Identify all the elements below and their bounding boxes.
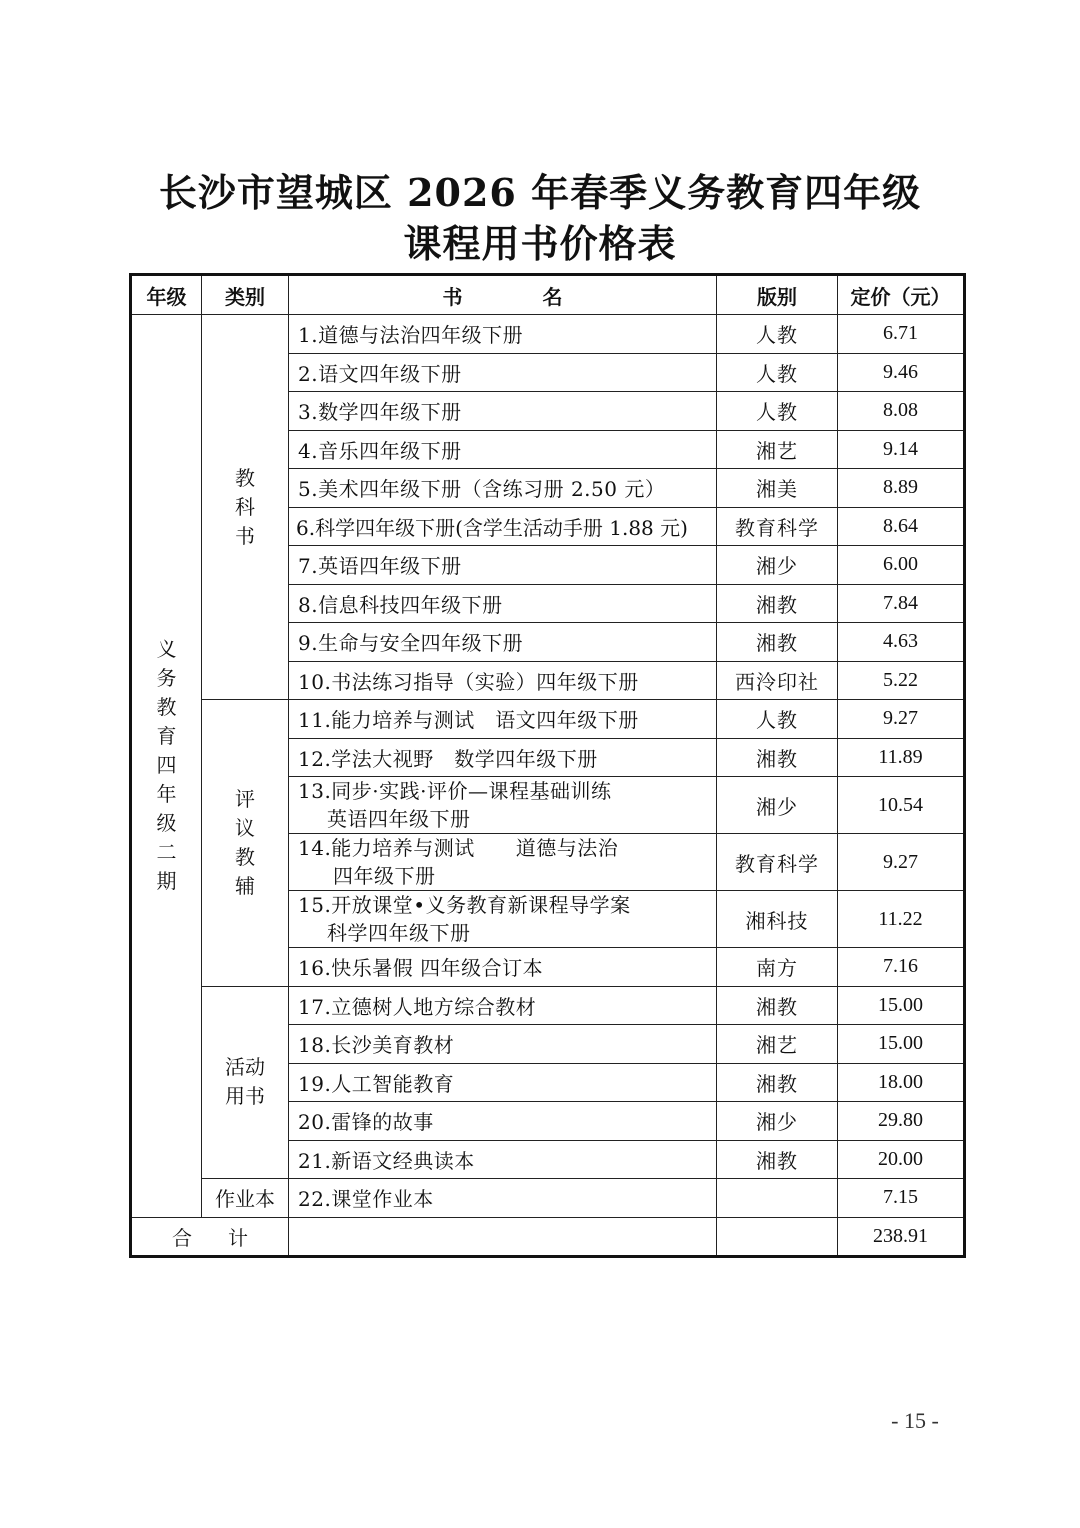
book-name: 20.雷锋的故事 [289,1102,717,1141]
book-name-line-2: 科学四年级下册 [327,921,471,945]
book-price: 9.46 [838,353,965,392]
book-publisher: 人教 [717,353,838,392]
book-publisher: 湘科技 [717,891,838,948]
book-price: 9.27 [838,700,965,739]
book-publisher: 湘少 [717,546,838,585]
book-publisher: 西泠印社 [717,661,838,700]
book-name: 21.新语文经典读本 [289,1140,717,1179]
book-publisher: 湘少 [717,1102,838,1141]
book-publisher: 湘教 [717,986,838,1025]
book-publisher: 湘美 [717,469,838,508]
book-name-line-2: 英语四年级下册 [327,807,471,831]
book-publisher: 湘教 [717,738,838,777]
header-category: 类别 [202,275,289,315]
grade-label: 义务教育四年级二期 [156,637,177,894]
book-price: 7.84 [838,584,965,623]
book-publisher: 教育科学 [717,834,838,891]
book-publisher: 湘教 [717,584,838,623]
book-name: 3.数学四年级下册 [289,392,717,431]
book-name: 8.信息科技四年级下册 [289,584,717,623]
book-publisher: 人教 [717,700,838,739]
book-price: 29.80 [838,1102,965,1141]
book-name-line-1: 14.能力培养与测试 道德与法治 [298,836,619,860]
book-price: 7.16 [838,948,965,987]
book-price: 7.15 [838,1179,965,1218]
table-row [131,1179,965,1218]
page-title-line-1: 长沙市望城区 2026 年春季义务教育四年级 [158,170,922,215]
book-name: 18.长沙美育教材 [289,1025,717,1064]
total-value: 238.91 [838,1217,965,1257]
book-name-line-1: 15.开放课堂•义务教育新课程导学案 [298,893,631,917]
book-name-line-2: 四年级下册 [333,864,436,888]
book-name: 1.道德与法治四年级下册 [289,315,717,354]
book-name: 11.能力培养与测试 语文四年级下册 [289,700,717,739]
book-name: 12.学法大视野 数学四年级下册 [289,738,717,777]
book-name: 19.人工智能教育 [289,1063,717,1102]
book-publisher: 南方 [717,948,838,987]
book-name: 10.书法练习指导（实验）四年级下册 [289,661,717,700]
book-publisher: 湘艺 [717,1025,838,1064]
book-name: 6.科学四年级下册(含学生活动手册 1.88 元) [289,507,717,546]
book-price: 18.00 [838,1063,965,1102]
book-name: 17.立德树人地方综合教材 [289,986,717,1025]
book-price: 11.89 [838,738,965,777]
book-publisher: 湘教 [717,623,838,662]
book-price: 6.71 [838,315,965,354]
table-row [131,986,965,1025]
book-publisher [717,1179,838,1218]
book-publisher: 湘少 [717,777,838,834]
book-price: 8.89 [838,469,965,508]
book-publisher: 人教 [717,315,838,354]
table-header-row [131,275,965,315]
header-price: 定价（元） [838,275,965,315]
book-name: 5.美术四年级下册（含练习册 2.50 元） [289,469,717,508]
book-name [289,891,717,948]
book-price: 9.14 [838,430,965,469]
book-publisher: 人教 [717,392,838,431]
book-publisher: 湘艺 [717,430,838,469]
book-name: 16.快乐暑假 四年级合订本 [289,948,717,987]
header-grade: 年级 [131,275,202,315]
table-row [131,315,965,354]
page-number: - 15 - [891,1408,939,1433]
category-homework: 作业本 [202,1179,289,1218]
total-empty-publisher [717,1217,838,1257]
grade-cell [131,315,202,1218]
book-price: 20.00 [838,1140,965,1179]
price-table [129,273,966,1258]
book-publisher: 湘教 [717,1140,838,1179]
book-price: 10.54 [838,777,965,834]
book-price: 4.63 [838,623,965,662]
page-title-line-2: 课程用书价格表 [403,221,677,266]
book-name: 4.音乐四年级下册 [289,430,717,469]
book-name: 9.生命与安全四年级下册 [289,623,717,662]
table-row [131,700,965,739]
book-price: 11.22 [838,891,965,948]
book-price: 8.08 [838,392,965,431]
book-publisher: 湘教 [717,1063,838,1102]
book-price: 15.00 [838,1025,965,1064]
book-name [289,777,717,834]
total-empty-name [289,1217,717,1257]
book-name: 7.英语四年级下册 [289,546,717,585]
category-assist: 评议教辅 [202,700,289,987]
total-label: 合计 [131,1217,289,1257]
category-activity: 活动用书 [202,986,289,1179]
book-price: 6.00 [838,546,965,585]
header-book-name: 书 名 [289,275,717,315]
book-name: 22.课堂作业本 [289,1179,717,1218]
book-price: 5.22 [838,661,965,700]
book-price: 8.64 [838,507,965,546]
total-row [131,1217,965,1257]
book-publisher: 教育科学 [717,507,838,546]
category-textbook: 教科书 [202,315,289,700]
book-name: 2.语文四年级下册 [289,353,717,392]
book-price: 15.00 [838,986,965,1025]
book-price: 9.27 [838,834,965,891]
book-name-line-1: 13.同步·实践·评价—课程基础训练 [298,779,612,803]
book-name [289,834,717,891]
header-publisher: 版别 [717,275,838,315]
